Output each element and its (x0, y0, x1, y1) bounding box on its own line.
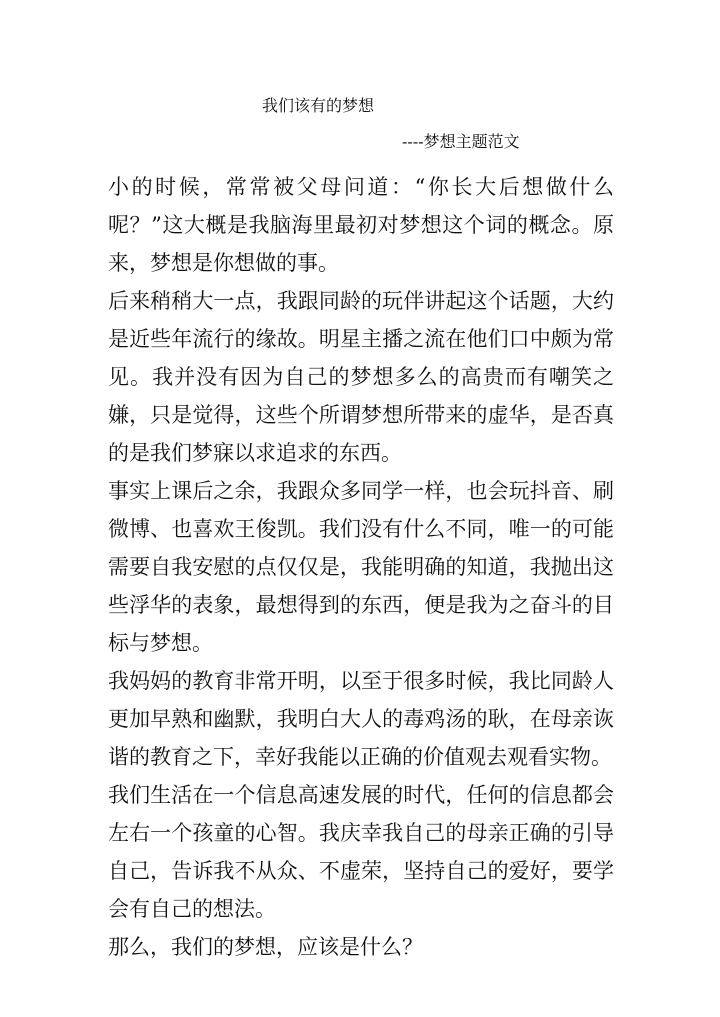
document-title: 我们该有的梦想 (262, 96, 375, 115)
document-body (108, 168, 614, 966)
paragraph-2: 后来稍稍大一点，我跟同龄的玩伴讲起这个话题，大约是近些年流行的缘故。明星主播之流在他们口中颇为常见。我并没有因为自己的梦想多么的高贵而有嘲笑之嫌，只是觉得，这些个所谓梦想所带来的虚华，是否真的是我们梦寐以求追求的东西。 (108, 289, 614, 465)
paragraph-3: 事实上课后之余，我跟众多同学一样，也会玩抖音、刷微博、也喜欢王俊凯。我们没有什么不同，唯一的可能需要自我安慰的点仅仅是，我能明确的知道，我抛出这些浮华的表象，最想得到的东西，便是我为之奋斗的目标与梦想。 (108, 479, 614, 655)
paragraph-5: 我们生活在一个信息高速发展的时代，任何的信息都会左右一个孩童的心智。我庆幸我自己的母亲正确的引导自己，告诉我不从众、不虚荣，坚持自己的爱好，要学会有自己的想法。 (108, 783, 614, 921)
paragraph-4: 我妈妈的教育非常开明，以至于很多时候，我比同龄人更加早熟和幽默，我明白大人的毒鸡汤的耿，在母亲诙谐的教育之下，幸好我能以正确的价值观去观看实物。 (108, 669, 614, 769)
document-subtitle: ----梦想主题范文 (402, 132, 520, 151)
paragraph-1: 小的时候，常常被父母问道：“你长大后想做什么呢？”这大概是我脑海里最初对梦想这个词的概念。原来，梦想是你想做的事。 (108, 175, 614, 275)
paragraph-6: 那么，我们的梦想，应该是什么？ (108, 935, 423, 959)
